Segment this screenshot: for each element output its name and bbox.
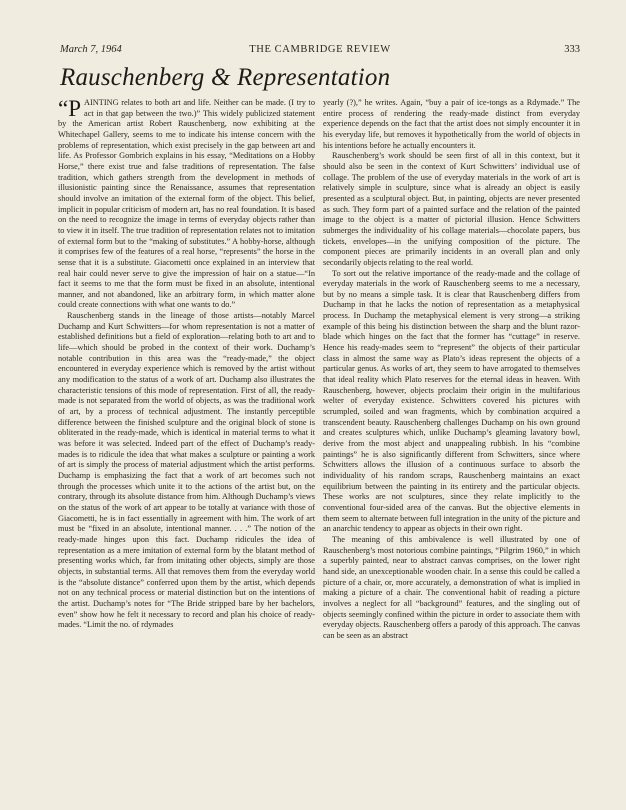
running-header bbox=[60, 44, 580, 58]
paragraph: Rauschenberg stands in the lineage of those artists—notably Marcel Duchamp and Kurt Schwitters—for whom representation is not a matter of established definitions but a field of exploration—relating both to art and to life—which should be probed in the context of their work. Duchamp’s notable contribution in this area was the “ready-made,” the object encountered in everyday experience which is removed by the artist without any modification to the status of a work of art. Duchamp also illustrates the characteristic tensions of this mode of representation. First of all, the ready-made is not separated from the world of objects, as was the traditional work of art, by a process of technical adjustment. The instantly perceptible difference between the finished sculpture and the original block of stone is obliterated in the ready-made, which is identical in material terms to what it was before it was selected. Indeed part of the effect of Duchamp’s ready-mades is to ridicule the idea that what makes a sculpture or painting a work of art is simply the process of material adjustment which the artist performs. Duchamp is emphasizing the fact that a work of art becomes such not through the processes which unite it to the actions of the artist but, on the contrary, through its absolute distance from him. Although Duchamp’s views on the status of the work of art appear to be totally at variance with those of Giacometti, he is in fact essentially in agreement with him. The work of art must be “fixed in an absolute, intentional manner. . . .” The notion of the ready-made hinges upon this fact. Duchamp ridicules the idea of representation as a mere imitation of external form by the blatant method of presenting works which, far from imitating other objects, simply are those objects, in substantial terms. All that removes them from the everyday world is the “absolute distance” conferred upon them by the artist, which depends not on any technical process or material distinction but on the intentions of the artist. Duchamp’s notes for “The Bride stripped bare by her bachelors, even” show how he felt it necessary to record and plan his choice of ready-mades. “Limit the no. of rdymades bbox=[58, 311, 315, 630]
issue-date: March 7, 1964 bbox=[60, 44, 122, 55]
right-column bbox=[323, 98, 580, 641]
left-column bbox=[58, 98, 315, 631]
paragraph: To sort out the relative importance of the ready-made and the collage of everyday materials in the work of Rauschenberg seems to me a necessary, but by no means a simple task. It is clear that Rauschenberg differs from Duchamp in that he lacks the notion of representation as a metaphysical process. In Duchamp the metaphysical element is very strong—a striking example of this being his distinction between the sharp and the blunt razor-blade which hinges on the fact that the former has “cuttage” in reserve. Hence his ready-mades seem to “represent” the objects of their particular class in almost the same way as Plato’s ideas represent the objects of a particular genus. As works of art, they seem to have arrogated to themselves that ideal reality which Plato reserves for the eternal ideas in heaven. With Rauschenberg, however, objects proclaim their origin in the multifarious welter of everyday existence. Schwitters covered his pictures with scrumpled, soiled and wan fragments, which by combination acquired a transcendent beauty. Rauschenberg challenges Duchamp on his own ground and creates sculptures which, unlike Duchamp’s gleaming lavatory bowl, derive from the most abject and unappealing rubbish. In his “combine paintings” he is also significantly different from Schwitters, since where Schwitters allows the illusion of a continuous surface to absorb the individuality of his random scraps, Rauschenberg maintains an exact equilibrium between the painting in its entirety and the particular objects. These works are not sculptures, since they relate implicitly to the conventional four-sided area of the canvas. But the objective elements in them seem to alternate between full integration in the unity of the picture and an anarchic tendency to appear as objects in their own right. bbox=[323, 268, 580, 534]
paragraph bbox=[58, 98, 315, 311]
paragraph-text: AINTING relates to both art and life. Neither can be made. (I try to act in that gap between the two.)” This widely publicized statement by the American artist Robert Rauschenberg, now exhibiting at the Whitechapel Gallery, seems to me to indicate his intense concern with the problems of representation, which exist precisely in the gap between art and life. As Professor Gombrich explains in his essay, “Meditations on a Hobby Horse,” there exist true and false traditions of representation. The false tradition, which gathers strength from the development in methods of illusionistic painting since the Renaissance, assumes that representation should involve an imitation of the external form of the object. This belief, implicit in popular criticism of modern art, has no real foundation. It is based on the need to recognize the image in terms of everyday objects rather than to view it in itself. The true tradition of representation relates not to imitation of external form but to the “making of substitutes.” A hobby-horse, although it comprises few of the features of a real horse, “represents” the horse in the sense that it is a substitute. Giacometti once explained in an interview that real hair could never serve to give the impression of hair on a statue—“In fact it seems to me that the form must be fixed in an absolute, intentional manner, and not abandoned, like an arbitrary form, in which matter alone could create connections with what one wants to do.” bbox=[58, 98, 315, 310]
journal-name: THE CAMBRIDGE REVIEW bbox=[249, 44, 391, 55]
paragraph: Rauschenberg’s work should be seen first of all in this context, but it should also be seen in the context of Kurt Schwitters’ individual use of collage. The problem of the use of everyday materials in the work of art is relatively simple in sculpture, since what is already an object is easily presented as a sculptural object. But, in painting, objects are never presented as such. They form part of a painted surface and the relation of the painted image to the object is a matter of pictorial illusion. Hence Schwitters submerges the individuality of his collage materials—chocolate papers, bus tickets, envelopes—in the unifying composition of the picture. The component pieces are primarily incidents in an overall plan and only secondarily objects relating to the real world. bbox=[323, 151, 580, 267]
article-title: Rauschenberg & Representation bbox=[60, 64, 391, 91]
paragraph: yearly (?),” he writes. Again, “buy a pair of ice-tongs as a Rdymade.” The entire process of rendering the ready-made distinct from everyday experience depends on the fact that the artist does not simply encounter it in his everyday life, but removes it hypothetically from the world of objects in his intentions before he actually encounters it. bbox=[323, 98, 580, 150]
paragraph: The meaning of this ambivalence is well illustrated by one of Rauschenberg’s most notorious combine paintings, “Pilgrim 1960,” in which a superbly painted, near to abstract canvas comprises, on the lower right hand side, an unexceptionable wooden chair. In a sense this could be called a picture of a chair, or, more accurately, a demonstration of what is implied in making a picture of a chair. The conventional habit of reading a picture involves a neglect for all “background” features, and the singling out of objects seemingly confined within the picture in order to associate them with everyday objects. Rauschenberg offers a parody of this approach. The canvas can be seen as an abstract bbox=[323, 534, 580, 640]
drop-cap bbox=[58, 96, 82, 121]
page-number: 333 bbox=[564, 44, 580, 55]
drop-cap-letter: P bbox=[68, 96, 82, 121]
opening-quote: “ bbox=[58, 96, 69, 121]
